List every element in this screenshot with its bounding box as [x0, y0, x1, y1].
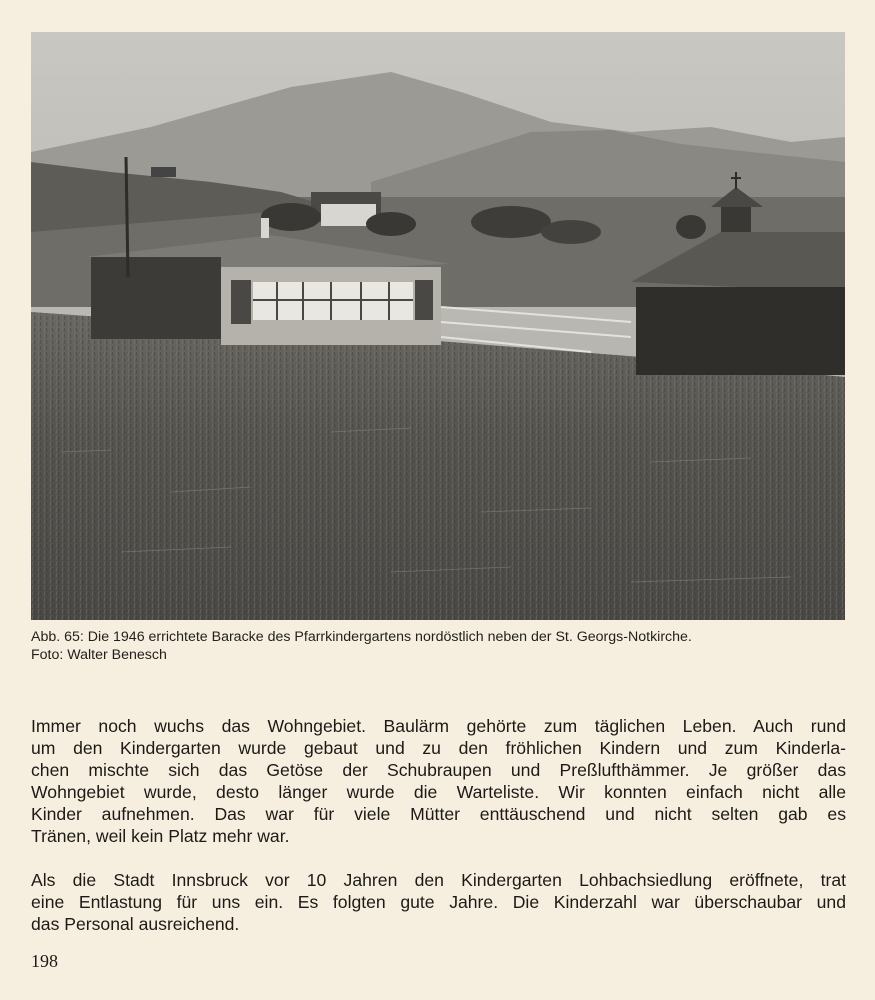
paragraph-1	[31, 715, 846, 847]
figure-caption	[31, 628, 851, 664]
text-line: um den Kindergarten wurde gebaut und zu den fröhlichen Kindern und zum Kinderla-	[31, 738, 846, 758]
photo-credit: Foto: Walter Benesch	[31, 647, 167, 663]
page-number: 198	[31, 951, 58, 971]
text-line: Immer noch wuchs das Wohngebiet. Baulärm gehörte zum täglichen Leben. Auch rund	[31, 716, 846, 736]
text-line: eine Entlastung für uns ein. Es folgten gute Jahre. Die Kinderzahl war überschaubar und	[31, 892, 846, 912]
caption-line: Abb. 65: Die 1946 errichtete Baracke des Pfarrkindergartens nordöstlich neben der St. Georgs-Notkirche.	[31, 629, 692, 645]
text-line: chen mischte sich das Getöse der Schubraupen und Preßlufthämmer. Je größer das	[31, 760, 846, 780]
historical-photograph	[31, 32, 845, 620]
text-line: Kinder aufnehmen. Das war für viele Mütter enttäuschend und nicht selten gab es	[31, 804, 846, 824]
paragraph-2	[31, 869, 846, 935]
text-line: Wohngebiet wurde, desto länger wurde die Warteliste. Wir konnten einfach nicht alle	[31, 782, 846, 802]
text-line: das Personal ausreichend.	[31, 914, 240, 934]
text-line: Tränen, weil kein Platz mehr war.	[31, 826, 290, 846]
text-line: Als die Stadt Innsbruck vor 10 Jahren den Kindergarten Lohbachsiedlung eröffnete, trat	[31, 870, 846, 890]
